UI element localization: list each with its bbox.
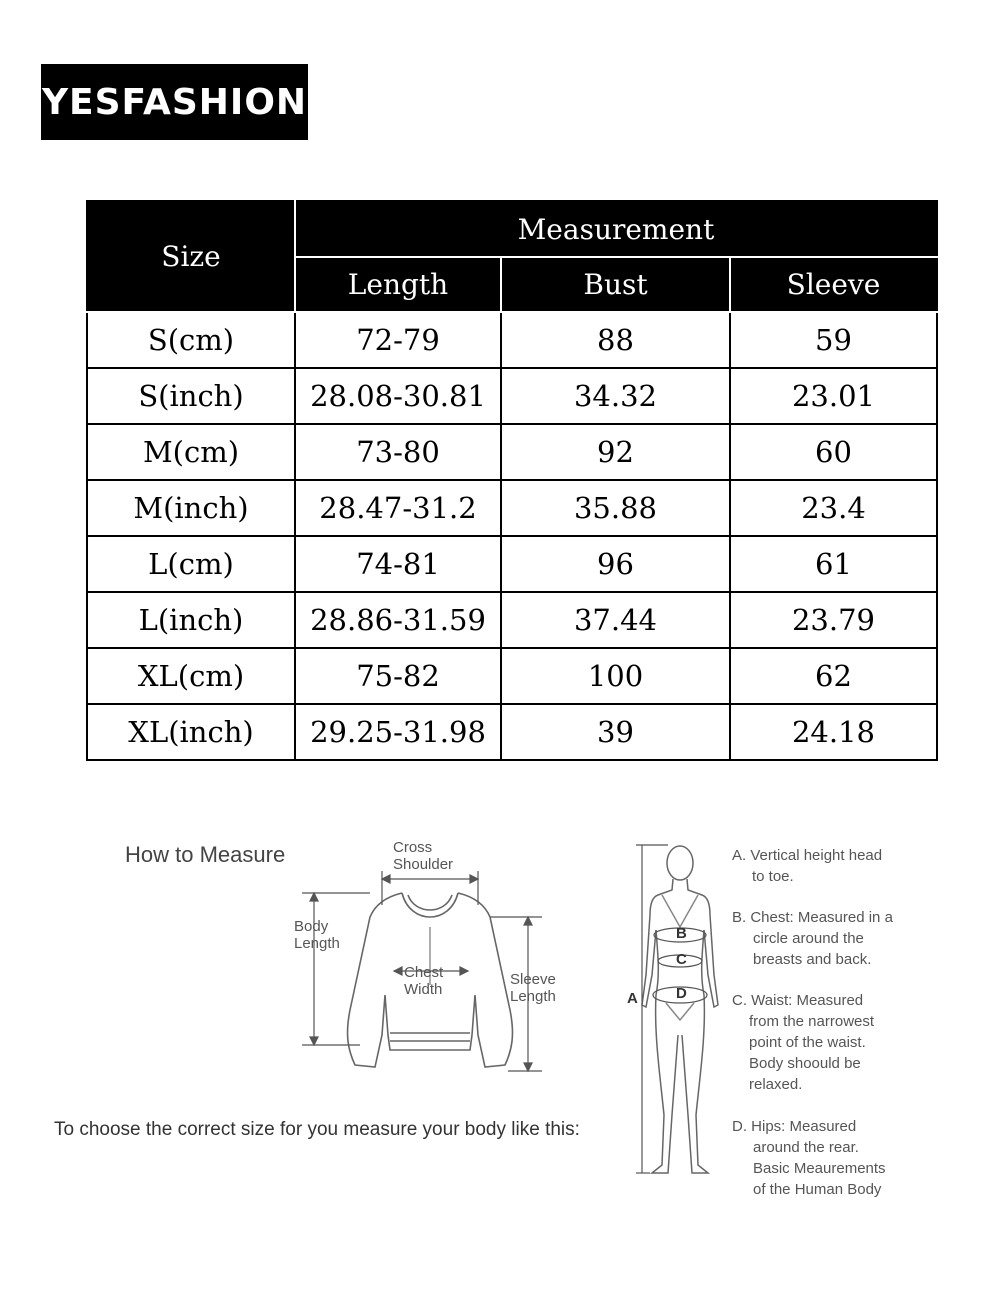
table-row — [87, 424, 937, 480]
human-body-figure — [620, 835, 720, 1185]
length-cell: 28.08-30.81 — [295, 368, 501, 424]
instruction-text: To choose the correct size for you measure your body like this: — [54, 1119, 580, 1140]
table-row — [87, 312, 937, 368]
bust-column-header: Bust — [501, 257, 730, 312]
length-cell: 73-80 — [295, 424, 501, 480]
table-row — [87, 368, 937, 424]
sleeve-cell: 23.01 — [730, 368, 937, 424]
size-cell: M(inch) — [87, 480, 295, 536]
note-c: C. Waist: Measured from the narrowest point of the waist. Body shoould be relaxed. — [732, 992, 875, 1093]
bust-cell: 37.44 — [501, 592, 730, 648]
sleeve-cell: 60 — [730, 424, 937, 480]
size-cell: L(cm) — [87, 536, 295, 592]
table-row — [87, 704, 937, 760]
sleeve-cell: 59 — [730, 312, 937, 368]
length-cell: 75-82 — [295, 648, 501, 704]
length-cell: 28.86-31.59 — [295, 592, 501, 648]
sleeve-cell: 62 — [730, 648, 937, 704]
table-row — [87, 536, 937, 592]
bust-cell: 39 — [501, 704, 730, 760]
sleeve-length-label: Sleeve Length — [510, 971, 556, 1005]
note-d: D. Hips: Measured around the rear. Basic Meaurements of the Human Body — [732, 1118, 886, 1198]
cross-shoulder-label: Cross Shoulder — [393, 839, 454, 873]
sleeve-cell: 24.18 — [730, 704, 937, 760]
size-column-header: Size — [87, 201, 295, 312]
length-column-header: Length — [295, 257, 501, 312]
size-cell: M(cm) — [87, 424, 295, 480]
bust-cell: 34.32 — [501, 368, 730, 424]
size-cell: XL(inch) — [87, 704, 295, 760]
figure-letter-d: D — [676, 985, 687, 1002]
size-cell: L(inch) — [87, 592, 295, 648]
figure-letter-a: A — [627, 990, 638, 1007]
size-cell: XL(cm) — [87, 648, 295, 704]
sleeve-cell: 23.4 — [730, 480, 937, 536]
table-row — [87, 592, 937, 648]
sleeve-column-header: Sleeve — [730, 257, 937, 312]
length-cell: 74-81 — [295, 536, 501, 592]
table-row — [87, 648, 937, 704]
length-cell: 28.47-31.2 — [295, 480, 501, 536]
size-cell: S(inch) — [87, 368, 295, 424]
bust-cell: 96 — [501, 536, 730, 592]
chest-width-label: Chest Width — [404, 964, 444, 998]
table-row — [87, 480, 937, 536]
sleeve-cell: 23.79 — [730, 592, 937, 648]
length-cell: 29.25-31.98 — [295, 704, 501, 760]
size-chart-table — [86, 200, 938, 761]
figure-letter-b: B — [676, 925, 687, 942]
brand-name: YESFASHION — [41, 81, 308, 123]
measurement-group-header: Measurement — [295, 201, 937, 257]
size-cell: S(cm) — [87, 312, 295, 368]
note-b: B. Chest: Measured in a circle around the breasts and back. — [732, 909, 893, 968]
bust-cell: 100 — [501, 648, 730, 704]
how-to-measure-title: How to Measure — [125, 842, 286, 867]
note-a: A. Vertical height head to toe. — [732, 847, 883, 885]
bust-cell: 35.88 — [501, 480, 730, 536]
length-cell: 72-79 — [295, 312, 501, 368]
bust-cell: 88 — [501, 312, 730, 368]
brand-logo — [41, 64, 308, 140]
bust-cell: 92 — [501, 424, 730, 480]
sleeve-cell: 61 — [730, 536, 937, 592]
body-length-label: Body Length — [294, 918, 340, 952]
figure-letter-c: C — [676, 951, 687, 968]
